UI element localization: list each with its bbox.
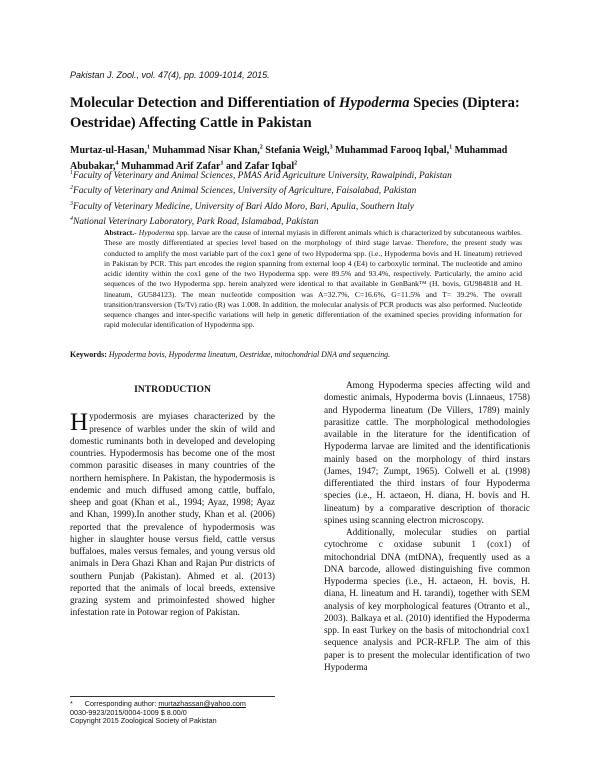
abstract-genus: Hypoderma	[138, 228, 175, 237]
paper-title	[70, 93, 540, 133]
affiliations	[70, 167, 550, 228]
footnote-divider	[70, 696, 275, 697]
intro-paragraph-2: Among Hypoderma species affecting wild and domestic animals, Hypoderma bovis (Linnaeus, 1758) and Hypoderma lineatum (De Villers, 1789) mainly parasitize cattle. The morphological methodologies available in the literature for the identification of Hypoderma larvae are limited and the identificationis mainly based on the morphology of third instars (James, 1947; Zumpt, 1965). Colwell et al. (1998) differentiated the third instars of four Hypoderma species (i.e., H. actaeon, H. diana, H. bovis and H. lineatum) by a comparative description of thoracic spines using scanning electron microscopy.	[324, 381, 530, 526]
left-column	[70, 356, 275, 620]
author-email-link[interactable]: murtazhassan@yahoo.com	[158, 699, 246, 708]
affiliation: $^1$Faculty of Veterinary and Animal Sciences, PMAS Arid Agriculture University, Rawalpindi, Pakistan	[70, 170, 452, 182]
journal-reference: Pakistan J. Zool., vol. 47(4), pp. 1009-1014, 2015.	[70, 70, 270, 80]
abstract-label: Abstract.-	[104, 228, 137, 237]
keywords-label: Keywords:	[70, 350, 107, 359]
affiliation: $^3$Faculty of Veterinary Medicine, University of Bari Aldo Moro, Bari, Apulia, Southern Italy	[70, 200, 414, 212]
intro-paragraph-1: Hypodermosis are myiases characterized by the presence of warbles under the skin of wild and domestic ruminants both in developed and developing countries. Hypodermosis has become one of the most common parasitic diseases in many countries of the northern hemisphere. In Pakistan, the hypodermosis is endemic and much diffused among cattle, buffalo, sheep and goat (Khan et al., 1994; Ayaz, 1998; Ayaz and Khan, 1999).In another study, Khan et al. (2006) reported that the prevalence of hypodermosis was higher in slaughter house versus field, cattle versus buffaloes, males versus females, and young versus old animals in Dera Ghazi Khan and Rajan Pur districts of southern Punjab (Pakistan). Ahmed et al. (2013) reported that the animals of local breeds, extensive grazing system and primoinfested showed higher infestation rate in Potowar region of Pakistan.	[70, 409, 275, 619]
abstract	[104, 228, 522, 331]
copyright-line: Copyright 2015 Zoological Society of Pakistan	[70, 716, 217, 726]
issn-line: 0030-9923/2015/0004-1009 $ 8.00/0	[70, 707, 187, 717]
author: Muhammad Abubakar,$^4$	[70, 145, 508, 172]
right-column	[324, 380, 530, 674]
affiliation: $^2$Faculty of Veterinary and Animal Sciences, University of Agriculture, Faisalabad, Pakistan	[70, 185, 417, 197]
title-part2: Species (Diptera: Oestridae) Affecting Cattle in Pakistan	[70, 95, 520, 131]
keywords-text: Hypoderma bovis, Hypoderma lineatum, Oestridae, mitochondrial DNA and sequencing.	[108, 350, 391, 359]
title-italic: Hypoderma	[339, 95, 410, 111]
footnote	[70, 700, 300, 726]
author: Muhammad Arif Zafar$^1$	[121, 160, 224, 172]
author: Muhammad Nisar Khan,$^2$	[152, 145, 263, 157]
abstract-text: spp. larvae are the cause of internal myiasis in different animals which is characterized by subcutaneous warbles. These are mostly differentiated at species level based on the morphology of third stage larvae. Therefore, the present study was conducted to amplify the most variable part of the cox1 gene of two Hypoderma spp. (i.e., Hypoderma bovis and H. lineatum) retrieved in Pakistan by PCR. This part encodes the region spanning from external loop 4 (E4) to carboxylic terminal. The nucleotide and amino acidic identity within the cox1 gene of the two Hypoderma spp. were 89.5% and 93.4%, respectively. Particularly, the amino acid sequences of the two Hypoderma spp. herein analyzed were identical to that available in GenBank™ (H. bovis, GU984818 and H. lineatum, GU584123). The mean nucleotide composition was A=32.7%, C=16.6%, G=11.5% and T= 39.2%. The overall transition/transversion (Ts/Tv) ratio (R) was 1.008. In addition, the molecular analysis of PCR products was also performed. Nucleotide sequence changes and inter-specific variations will help in genetic differentiation of the examined species providing information for rapid molecular identification of Hypoderma spp.	[104, 228, 522, 330]
author: Stefania Weigl,$^3$	[265, 145, 333, 157]
author: Muhammad Farooq Iqbal,$^1$	[335, 145, 453, 157]
author: and Zafar Iqbal$^2$	[225, 160, 298, 172]
introduction-heading: INTRODUCTION	[134, 384, 211, 395]
intro-paragraph-3: Additionally, molecular studies on partial cytochrome c oxidase subunit 1 (cox1) of mitochondrial DNA (mtDNA), frequently used as a DNA barcode, allowed distinguishing five common Hypoderma species (i.e., H. actaeon, H. bovis, H. diana, H. lineatum and H. tarandi), together with SEM analysis of key morphological features (Otranto et al., 2003). Balkaya et al. (2010) identified the Hypoderma spp. In east Turkey on the basis of mitochondrial cox1 sequence analysis and PCR-RFLP. The aim of this paper is to present the molecular identification of two Hypoderma	[324, 528, 530, 673]
corresponding-author: * Corresponding author: murtazhassan@yahoo.com	[70, 699, 246, 708]
drop-cap: H	[70, 409, 89, 437]
author: Murtaz-ul-Hasan,$^1$	[70, 145, 150, 157]
title-part1: Molecular Detection and Differentiation of	[70, 95, 339, 111]
affiliation: $^4$National Veterinary Laboratory, Park Road, Islamabad, Pakistan	[70, 215, 319, 228]
